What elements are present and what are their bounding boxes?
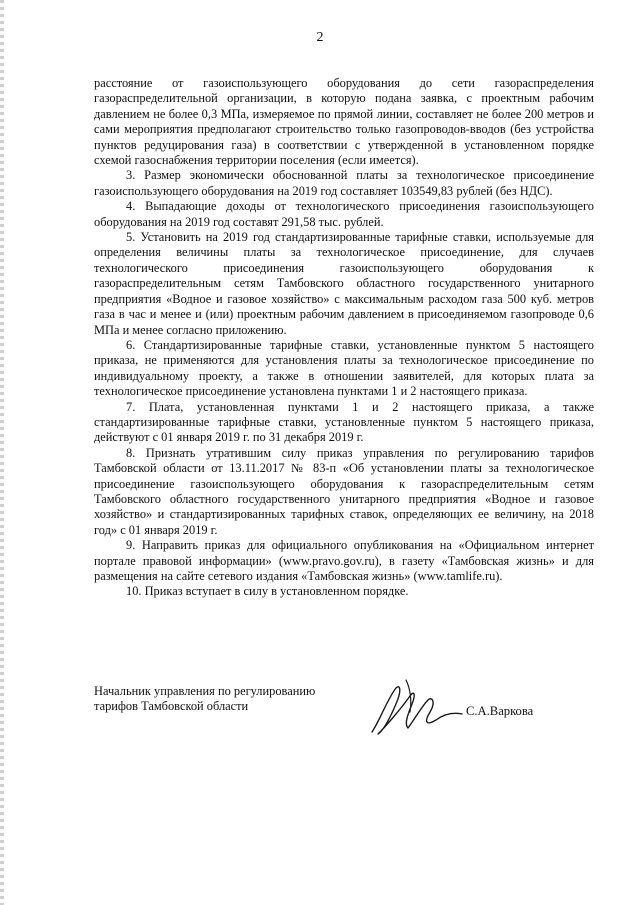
paragraph-3: 3. Размер экономически обоснованной платы за технологическое присоединение газоиспользующего оборудования на 2019 год составляет 103549,83 рублей (без НДС). — [94, 168, 594, 198]
signatory-title — [94, 684, 354, 714]
document-body — [94, 76, 594, 600]
paragraph-10: 10. Приказ вступает в силу в установленном порядке. — [126, 584, 409, 599]
paragraph-8: 8. Признать утратившим силу приказ управления по регулированию тарифов Тамбовской области от 13.11.2017 № 83-п «Об установлении платы за технологическое присоединение газоиспользующего оборудования к газораспределительным сетям Тамбовского областного государственного унитарного предприятия «Водное и газовое хозяйство» и стандартизированных тарифных ставок, определяющих ее величину, на 2018 год» с 01 января 2019 г. — [94, 445, 594, 537]
paragraph-7: 7. Плата, установленная пунктами 1 и 2 настоящего приказа, а также стандартизированные тарифные ставки, установленные пунктом 5 настоящего приказа, действуют с 01 января 2019 г. по 31 декабря 2019 г. — [94, 399, 594, 445]
paragraph-9: 9. Направить приказ для официального опубликования на «Официальном интернет портале правовой информации» (www.pravo.gov.ru), в газету «Тамбовская жизнь» и для размещения на сайте сетевого издания «Тамбовская жизнь» (www.tamlife.ru). — [94, 538, 594, 583]
handwritten-signature — [366, 676, 466, 740]
paragraph-6: 6. Стандартизированные тарифные ставки, установленные пунктом 5 настоящего приказа, не применяются для установления платы за технологическое присоединение по индивидуальному проекту, а также в отношении заявителей, для которых плата за технологическое присоединение установлена пунктами 1 и 2 настоящего приказа. — [94, 337, 594, 399]
paragraph-4: 4. Выпадающие доходы от технологического присоединения газоиспользующего оборудования на 2019 год составят 291,58 тыс. рублей. — [94, 199, 594, 229]
signatory-title-line-2: тарифов Тамбовской области — [94, 699, 249, 713]
signature-block — [94, 684, 594, 744]
scan-edge — [0, 0, 4, 905]
signatory-title-line-1: Начальник управления по регулированию — [94, 684, 316, 698]
paragraph-continuation: расстояние от газоиспользующего оборудования до сети газораспределения газораспределительной организации, в которую подана заявка, с проектным рабочим давлением не более 0,3 МПа, измеряемое по прямой линии, составляет не более 200 метров и сами мероприятия предполагают строительство только газопроводов-вводов (без устройства пунктов редуцирования газа) в соответствии с утвержденной в установленном порядке схемой газоснабжения территории поселения (если имеется). — [94, 76, 594, 168]
signatory-name: С.А.Варкова — [466, 704, 534, 718]
page-number: 2 — [316, 30, 324, 45]
paragraph-5: 5. Установить на 2019 год стандартизированные тарифные ставки, используемые для определения величины платы за технологическое присоединение, для случаев технологического присоединения газоиспользующего оборудования к газораспределительным сетям Тамбовского областного государственного унитарного предприятия «Водное и газовое хозяйство» с максимальным расходом газа 500 куб. метров газа в час и менее и (или) проектным рабочим давлением в присоединяемом газопроводе 0,6 МПа и менее согласно приложению. — [94, 230, 594, 337]
